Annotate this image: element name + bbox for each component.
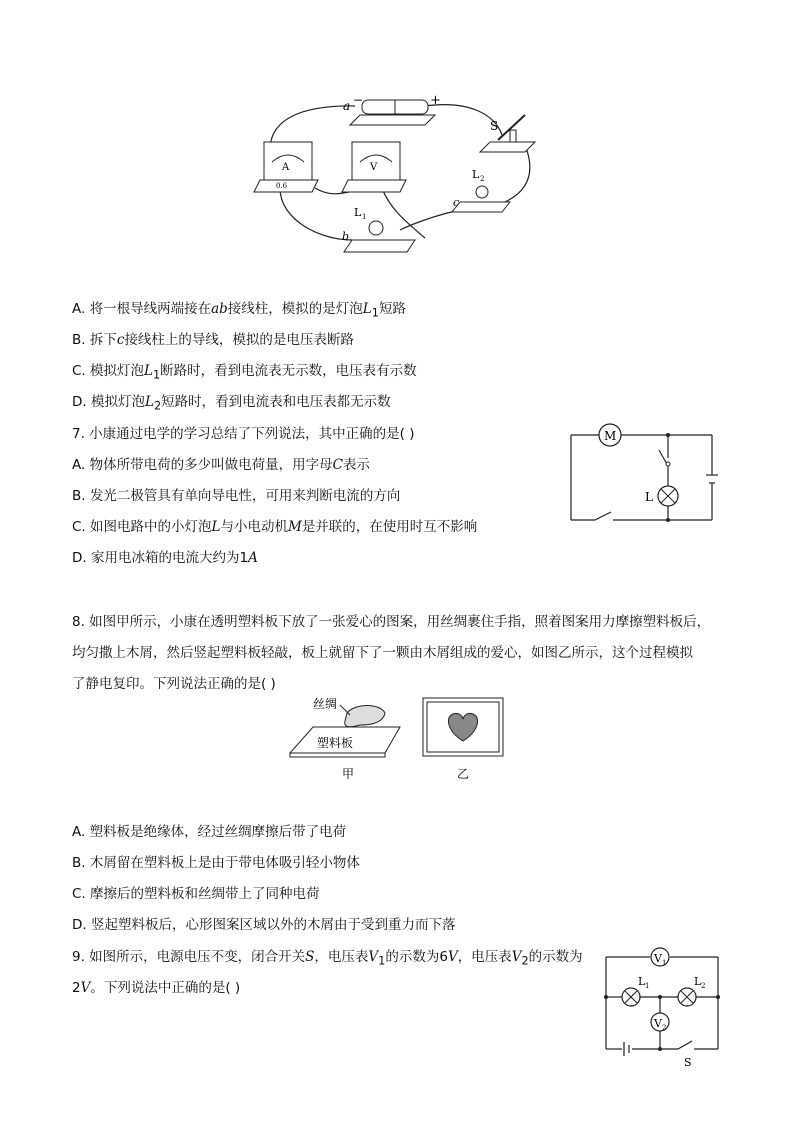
q8-option-d: D. 竖起塑料板后，心形图案区域以外的木屑由于受到重力而下落 xyxy=(72,917,456,933)
q8-stem-line1: 8. 如图甲所示，小康在透明塑料板下放了一张爱心的图案，用丝绸裹住手指，照着图案用力摩擦塑料板后， xyxy=(72,614,711,630)
q8-figure xyxy=(285,695,515,790)
terminal-a-label: a xyxy=(343,99,351,113)
jia-label: 甲 xyxy=(342,767,355,781)
plastic-label: 塑料板 xyxy=(317,736,354,750)
q9-stem-line1: 9. 如图所示，电源电压不变，闭合开关S，电压表$V_1$的示数为6V，电压表$V_2$的示数为 xyxy=(72,949,583,968)
q7-option-a: A. 物体所带电荷的多少叫做电荷量，用字母C表示 xyxy=(72,457,370,473)
q6-option-b: B. 拆下c接线柱上的导线，模拟的是电压表断路 xyxy=(72,332,354,348)
voltmeter-label: V xyxy=(370,162,378,173)
q8-option-c: C. 摩擦后的塑料板和丝绸带上了同种电荷 xyxy=(72,886,320,902)
q7-circuit-figure xyxy=(565,420,725,530)
svg-text:1: 1 xyxy=(662,959,667,967)
ammeter xyxy=(254,142,318,192)
svg-text:L: L xyxy=(354,206,362,219)
q9-stem-line2: 2V。下列说法中正确的是( ) xyxy=(72,980,241,996)
q6-option-d: D. 模拟灯泡$L_2$短路时，看到电流表和电压表都无示数 xyxy=(72,394,391,413)
svg-text:L: L xyxy=(638,975,646,988)
battery-plus-label: + xyxy=(430,93,441,108)
q9-circuit-figure xyxy=(598,945,728,1070)
ammeter-scale-label: 0.6 xyxy=(276,182,288,190)
lamp-l1 xyxy=(342,206,415,252)
q8-option-a: A. 塑料板是绝缘体，经过丝绸摩擦后带了电荷 xyxy=(72,824,347,840)
svg-text:2: 2 xyxy=(480,175,485,183)
terminal-c-label: c xyxy=(453,196,460,209)
voltmeter xyxy=(342,142,406,192)
q7-option-b: B. 发光二极管具有单向导电性，可用来判断电流的方向 xyxy=(72,488,401,504)
battery-minus-label: − xyxy=(353,93,364,107)
ammeter-label: A xyxy=(282,162,290,173)
q8-option-b: B. 木屑留在塑料板上是由于带电体吸引轻小物体 xyxy=(72,855,360,871)
svg-text:1: 1 xyxy=(362,213,367,221)
svg-text:2: 2 xyxy=(662,1024,667,1032)
switch-s-label: S xyxy=(684,1056,692,1069)
svg-text:L: L xyxy=(472,168,480,181)
lamp-l2 xyxy=(452,168,510,212)
svg-text:2: 2 xyxy=(701,982,706,990)
motor-label: M xyxy=(604,429,617,443)
silk-label: 丝绸 xyxy=(313,697,338,711)
terminal-b-label: b xyxy=(342,230,350,243)
svg-text:1: 1 xyxy=(645,982,650,990)
yi-label: 乙 xyxy=(457,767,470,781)
svg-text:V: V xyxy=(654,1017,662,1030)
wire xyxy=(382,188,425,238)
q7-stem: 7. 小康通过电学的学习总结了下列说法，其中正确的是( ) xyxy=(72,426,415,442)
q6-option-c: C. 模拟灯泡$L_1$断路时，看到电流表无示数，电压表有示数 xyxy=(72,363,417,382)
battery-board xyxy=(350,115,435,125)
q7-option-c: C. 如图电路中的小灯泡L与小电动机M是并联的，在使用时互不影响 xyxy=(72,519,478,535)
wire xyxy=(505,145,530,202)
switch-board xyxy=(480,142,535,152)
q6-circuit-figure xyxy=(240,90,540,265)
switch-s-label: S xyxy=(490,119,499,133)
q8-stem-line3: 了静电复印。下列说法正确的是( ) xyxy=(72,676,276,692)
svg-text:V: V xyxy=(654,952,662,965)
q8-stem-line2: 均匀撒上木屑，然后竖起塑料板轻敲，板上就留下了一颗由木屑组成的爱心，如图乙所示，这个过程模拟 xyxy=(72,645,693,661)
lamp-label: L xyxy=(645,490,653,504)
q7-option-d: D. 家用电冰箱的电流大约为1A xyxy=(72,550,258,566)
hand-with-silk xyxy=(345,706,385,727)
svg-text:L: L xyxy=(694,975,702,988)
q6-option-a: A. 将一根导线两端接在ab接线柱，模拟的是灯泡$L_1$短路 xyxy=(72,301,406,320)
